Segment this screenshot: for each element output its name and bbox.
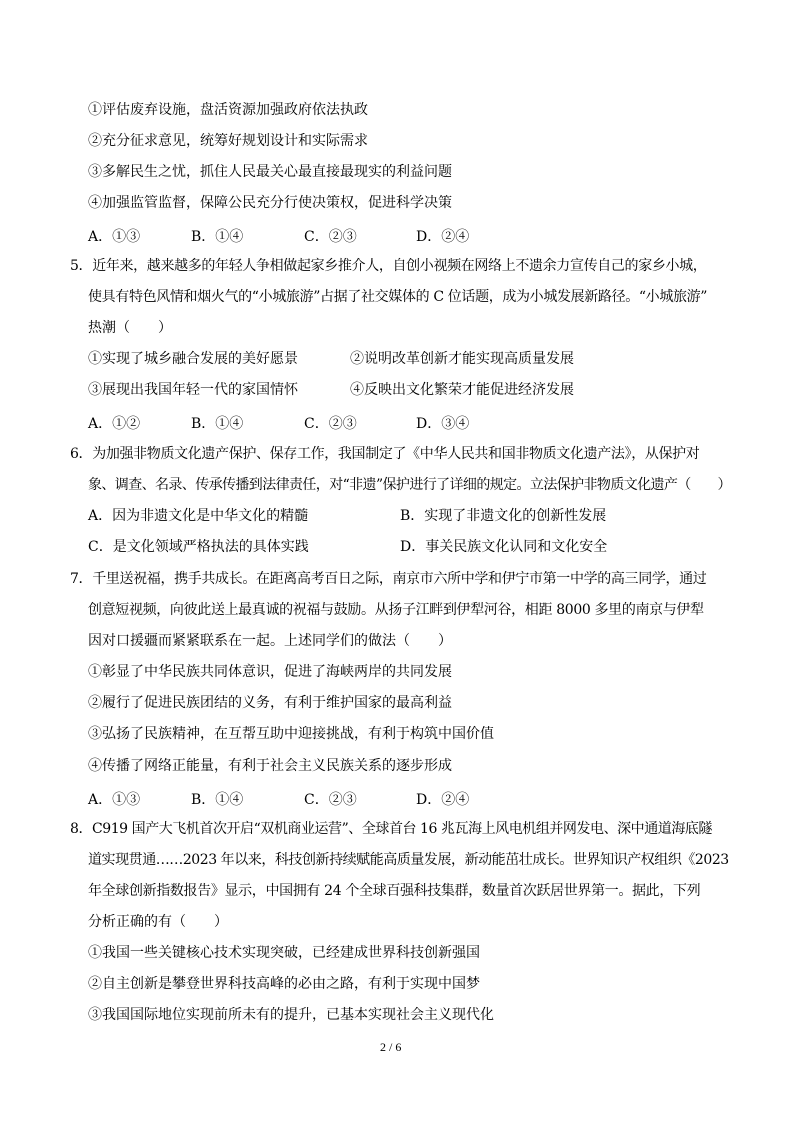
q5-option-d: D．③④ [416,416,470,432]
q8-stem-line-2: 道实现贯通……2023 年以来，科技创新持续赋能高质量发展，新动能茁壮成长。世界知识产权组织《2023 [88,852,729,868]
q7-stem-line-1: 7．千里送祝福，携手共成长。在距离高考百日之际，南京市六所中学和伊宁市第一中学的高三同学，通过 [70,571,707,587]
q5-item-2: ②说明改革创新才能实现高质量发展 [350,351,574,367]
q7-option-d: D．②④ [416,792,470,808]
q4-item-1: ①评估废弃设施，盘活资源加强政府依法执政 [88,102,368,118]
q4-item-2: ②充分征求意见，统筹好规划设计和实际需求 [88,133,368,149]
q5-item-1: ①实现了城乡融合发展的美好愿景 [88,351,298,367]
q8-stem-line-1: 8．C919 国产大飞机首次开启“双机商业运营”、全球首台 16 兆瓦海上风电机组并网发电、深中通道海底隧 [70,821,712,837]
q4-option-d: D．②④ [416,229,470,245]
q4-option-b: B．①④ [191,229,244,245]
q8-item-2: ②自主创新是攀登世界科技高峰的必由之路，有利于实现中国梦 [88,976,480,992]
q7-stem-line-3: 因对口援疆而紧紧联系在一起。上述同学们的做法（ ） [88,633,452,649]
q6-option-d: D．事关民族文化认同和文化安全 [400,539,608,555]
q5-option-b: B．①④ [191,416,244,432]
q5-stem-line-2: 使具有特色风情和烟火气的“小城旅游”占据了社交媒体的 C 位话题，成为小城发展新路径。“小城旅游” [88,289,708,305]
q7-option-c: C．②③ [304,792,357,808]
q7-option-a: A．①③ [88,792,141,808]
q8-item-3: ③我国国际地位实现前所未有的提升，已基本实现社会主义现代化 [88,1007,494,1023]
q4-option-c: C．②③ [304,229,357,245]
q4-item-4: ④加强监管监督，保障公民充分行使决策权，促进科学决策 [88,195,452,211]
q8-stem-line-4: 分析正确的有（ ） [88,914,228,930]
page-number: 2 / 6 [380,1040,402,1054]
q5-stem-line-3: 热潮（ ） [88,320,172,336]
q5-stem-line-1: 5．近年来，越来越多的年轻人争相做起家乡推介人，自创小视频在网络上不遗余力宣传自己的家乡小城， [70,258,707,274]
q7-stem-line-2: 创意短视频，向彼此送上最真诚的祝福与鼓励。从扬子江畔到伊犁河谷，相距 8000 多里的南京与伊犁 [88,602,704,618]
q5-option-a: A．①② [88,416,141,432]
q7-item-4: ④传播了网络正能量，有利于社会主义民族关系的逐步形成 [88,758,452,774]
q8-item-1: ①我国一些关键核心技术实现突破，已经建成世界科技创新强国 [88,945,480,961]
q7-option-b: B．①④ [191,792,244,808]
q6-option-b: B．实现了非遗文化的创新性发展 [400,508,607,524]
q7-item-2: ②履行了促进民族团结的义务，有利于维护国家的最高利益 [88,695,452,711]
q5-item-4: ④反映出文化繁荣才能促进经济发展 [350,382,574,398]
q5-option-c: C．②③ [304,416,357,432]
q6-option-c: C．是文化领域严格执法的具体实践 [88,539,309,555]
q6-option-a: A．因为非遗文化是中华文化的精髓 [88,508,309,524]
q4-item-3: ③多解民生之忧，抓住人民最关心最直接最现实的利益问题 [88,164,452,180]
q5-item-3: ③展现出我国年轻一代的家国情怀 [88,382,298,398]
q7-item-1: ①彰显了中华民族共同体意识，促进了海峡两岸的共同发展 [88,664,452,680]
q6-stem-line-1: 6．为加强非物质文化遗产保护、保存工作，我国制定了《中华人民共和国非物质文化遗产法》，从保护对 [70,446,700,462]
q4-option-a: A．①③ [88,229,141,245]
q6-stem-line-2: 象、调查、名录、传承传播到法律责任，对“非遗”保护进行了详细的规定。立法保护非物质文化遗产（ ） [88,477,731,493]
q7-item-3: ③弘扬了民族精神，在互帮互助中迎接挑战，有利于构筑中国价值 [88,726,494,742]
q8-stem-line-3: 年全球创新指数报告》显示，中国拥有 24 个全球百强科技集群，数量首次跃居世界第一。据此，下列 [88,883,701,899]
